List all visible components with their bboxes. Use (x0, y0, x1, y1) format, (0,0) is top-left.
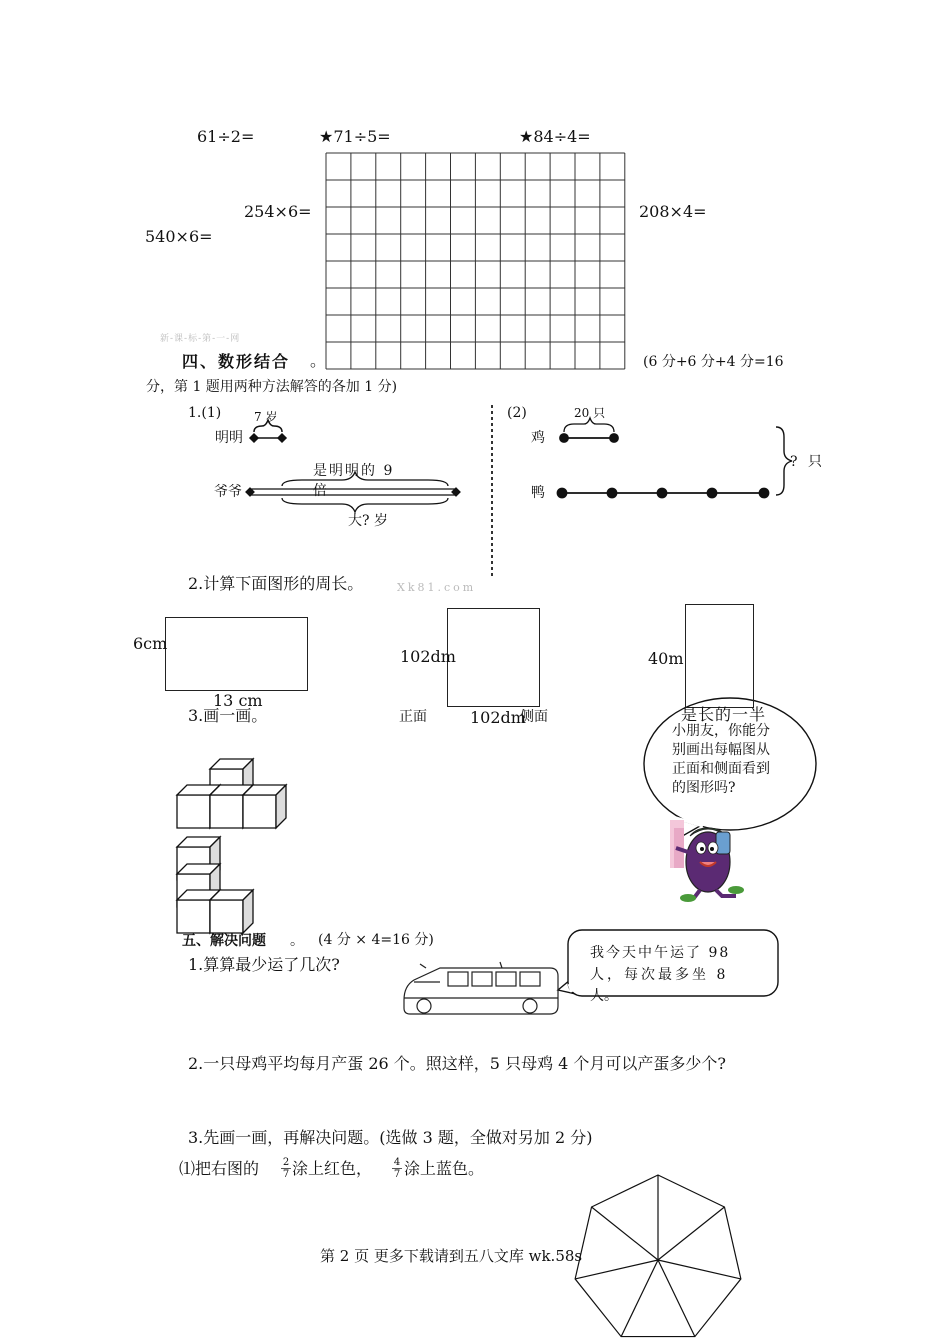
calc-c: ★84÷4= (519, 127, 591, 146)
watermark-xk81: Xk81.com (397, 581, 477, 594)
problem-1-text: 1.算算最少运了几次? (188, 955, 340, 974)
rectangle-1 (165, 617, 308, 691)
bus-bubble-line2: 人，每次最多坐 8 (590, 967, 729, 983)
eggplant-bubble-line1: 小朋友，你能分 (672, 723, 770, 739)
bus-bubble-line3: 人。 (590, 988, 618, 1004)
heptagon-figure (575, 1175, 741, 1337)
section5-title: 五、解决问题 (182, 933, 266, 949)
calculation-grid (326, 153, 625, 369)
side-label: 侧面 (520, 709, 548, 725)
calc-d: 254×6= (244, 202, 312, 221)
calc-a: 61÷2= (197, 127, 255, 146)
rect3-width-label: 40m (648, 649, 684, 668)
bus-bubble-line1: 我今天中午运了 98 (590, 945, 731, 961)
square-2 (447, 608, 540, 707)
cube-stack-1 (177, 759, 286, 828)
rect3-note: 是长的一半 (681, 705, 767, 724)
q3-title: 3.画一画。 (188, 706, 268, 725)
section5-score: (4 分 × 4=16 分) (318, 932, 434, 948)
problem-3-sub-post: 涂上蓝色。 (404, 1159, 485, 1178)
square-side-label: 102dm (400, 647, 456, 666)
yeye-note-line1: 是明明的 9 (313, 463, 395, 479)
rectangle-3 (685, 604, 754, 708)
front-label: 正面 (399, 709, 427, 725)
ya-segment (558, 489, 769, 498)
problem-2-text: 2.一只母鸡平均每月产蛋 26 个。照这样，5 只母鸡 4 个月可以产蛋多少个? (188, 1054, 726, 1073)
section4-dot: 。 (310, 351, 327, 370)
fraction-2-7-num: 2 (282, 1157, 290, 1168)
watermark-xkb: 新-课-标-第-一-网 (160, 334, 241, 344)
eggplant-bubble-line3: 正面和侧面看到 (672, 761, 770, 777)
q1-1-number: 1.(1) (188, 405, 222, 421)
problem-3-text: 3.先画一画，再解决问题。(选做 3 题，全做对另加 2 分) (188, 1128, 593, 1147)
ya-label: 鸭 (531, 485, 545, 501)
eggplant-character (670, 820, 744, 902)
rect1-width-label: 13 cm (213, 691, 263, 710)
section4-title: 四、数形结合 (182, 352, 291, 371)
eggplant-bubble-line2: 别画出每幅图从 (672, 742, 770, 758)
mingming-label: 明明 (215, 430, 243, 446)
section5-dot: 。 (290, 933, 304, 949)
mingming-age-label: 7 岁 (254, 410, 278, 424)
section4-score-cont: 分，第 1 题用两种方法解答的各加 1 分) (146, 379, 398, 395)
fraction-2-7-den: 7 (282, 1169, 290, 1180)
problem-3-sub-pre: ⑴把右图的 (179, 1159, 260, 1178)
q1-2-number: (2) (507, 405, 527, 421)
yeye-diff-label: 大? 岁 (348, 513, 388, 529)
eggplant-bubble-line4: 的图形吗? (672, 780, 736, 796)
bus-drawing (404, 962, 558, 1014)
section4-score: (6 分+6 分+4 分=16 (643, 354, 784, 370)
calc-b: ★71÷5= (319, 127, 391, 146)
cube-stack-2 (177, 837, 253, 933)
fraction-4-7-num: 4 (393, 1157, 401, 1168)
ji-count-label: 20 只 (574, 406, 606, 420)
ji-label: 鸡 (531, 430, 545, 446)
page-footer: 第 2 页 更多下载请到五八文库 wk.58s (320, 1247, 583, 1265)
q2-title: 2.计算下面图形的周长。 (188, 574, 364, 593)
square-bottom-label: 102dm (470, 708, 526, 727)
total-question: ? 只 (790, 454, 825, 470)
calc-e: 208×4= (639, 202, 707, 221)
rect1-height-label: 6cm (133, 634, 168, 653)
fraction-2-7 (281, 1157, 291, 1180)
calc-f: 540×6= (145, 227, 213, 246)
fraction-4-7 (392, 1157, 402, 1180)
yeye-note-line2: 倍 (313, 483, 327, 499)
fraction-4-7-den: 7 (393, 1169, 401, 1180)
yeye-label: 爷爷 (214, 484, 242, 500)
problem-3-sub-mid: 涂上红色， (292, 1159, 373, 1178)
